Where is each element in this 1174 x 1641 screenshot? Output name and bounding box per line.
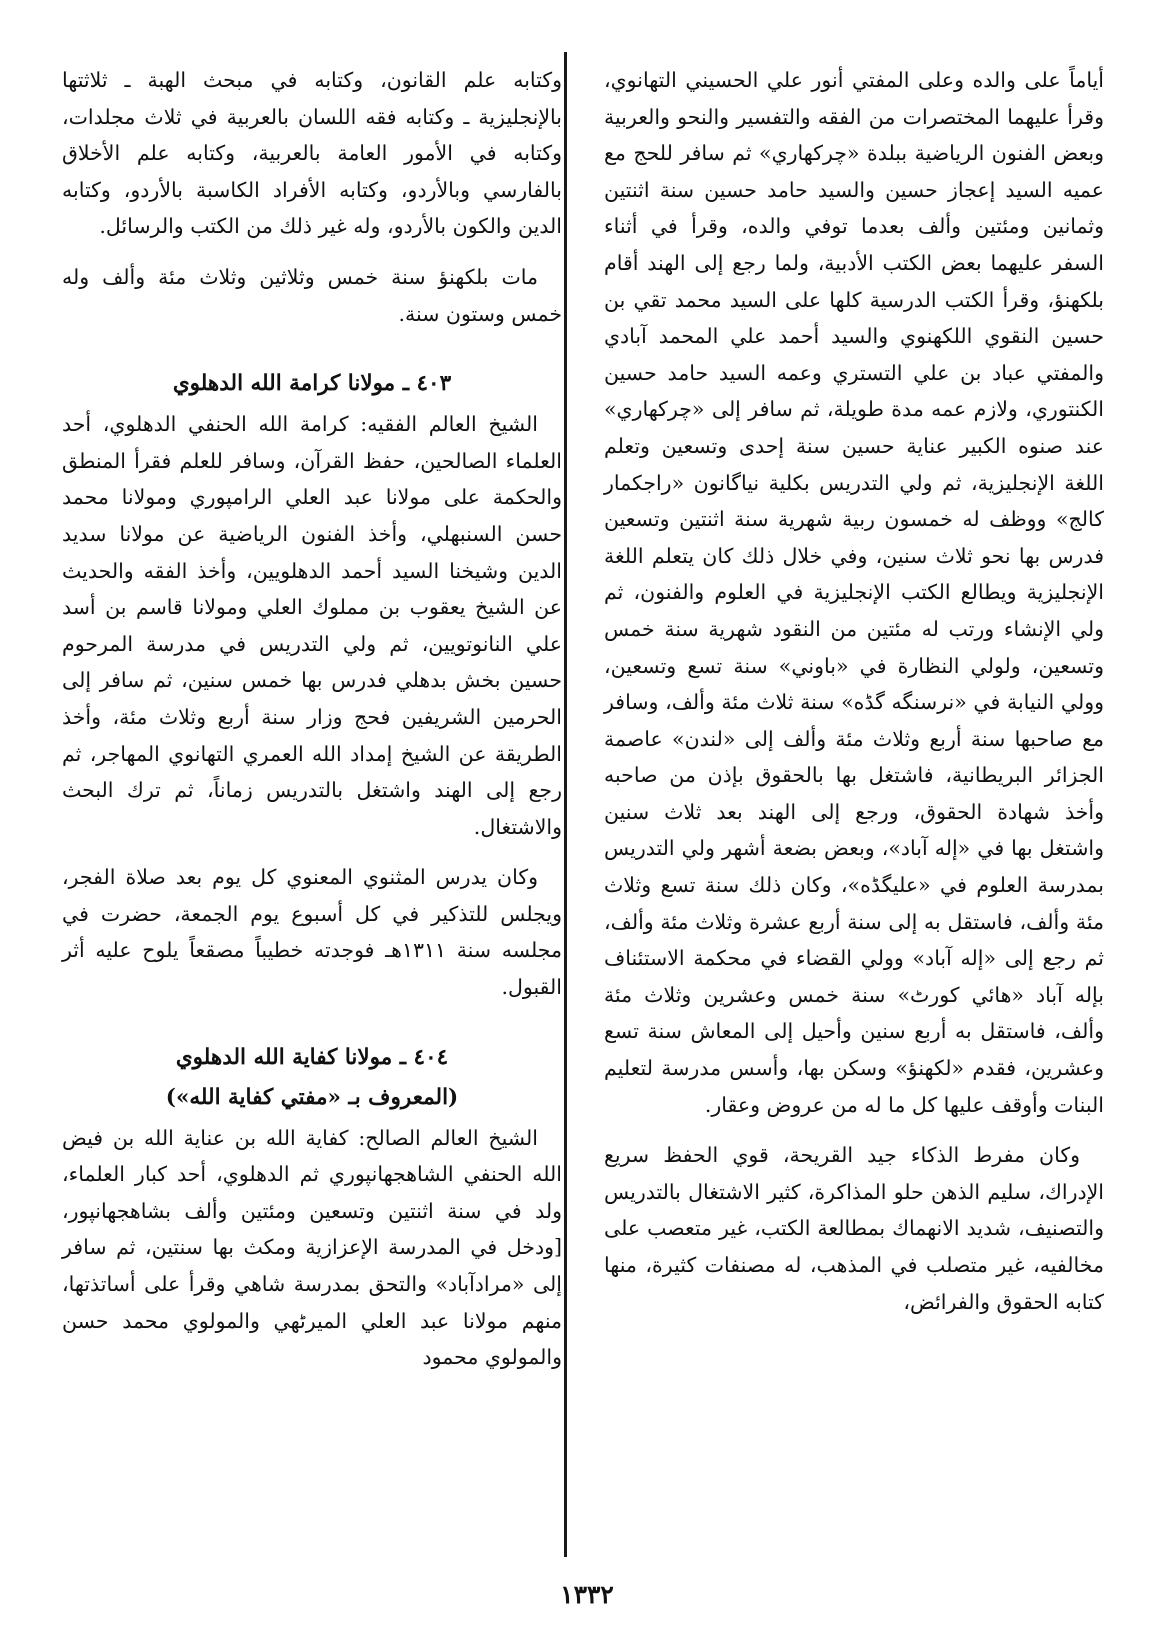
left-column <box>62 62 562 1376</box>
right-column <box>604 62 1104 1320</box>
paragraph: وكان مفرط الذكاء جيد القريحة، قوي الحفظ سريع الإدراك، سليم الذهن حلو المذاكرة، كثير الاشتغال بالتدريس والتصنيف، شديد الانهماك بمطالعة الكتب، غير متعصب على مخالفيه، غير متصلب في المذهب، له مصنفات كثيرة، منها كتابه الحقوق والفرائض، <box>604 1143 1104 1314</box>
section-heading-404: ٤٠٤ ـ مولانا كفاية الله الدهلوي <box>175 1044 449 1070</box>
section-heading-403: ٤٠٣ ـ مولانا كرامة الله الدهلوي <box>172 371 452 397</box>
paragraph: الشيخ العالم الصالح: كفاية الله بن عناية الله بن فيض الله الحنفي الشاهجهانپوري ثم الدهلوي، أحد كبار العلماء، ولد في سنة اثنتين وتسعين ومئتين وألف بشاهجهانپور، [ودخل في المدرسة الإعزازية ومكث بها سنتين، ثم سافر إلى «مرادآباد» والتحق بمدرسة شاهي وقرأ على أساتذتها، منهم مولانا عبد العلي الميرٹهي والمولوي محمد حسن والمولوي محمود <box>62 1125 562 1370</box>
section-subheading-404: (المعروف بـ «مفتي كفاية الله») <box>165 1084 459 1110</box>
paragraph: وكان يدرس المثنوي المعنوي كل يوم بعد صلاة الفجر، ويجلس للتذكير في كل أسبوع يوم الجمعة، حضرت في مجلسه سنة ١٣١١هـ فوجدته خطيباً مصقعاً يلوح عليه أثر القبول. <box>62 865 562 1000</box>
paragraph: أياماً على والده وعلى المفتي أنور علي الحسيني التهانوي، وقرأ عليهما المختصرات من الفقه والتفسير والنحو والعربية وبعض الفنون الرياضية ببلدة «چركهاري» ثم سافر للحج مع عميه السيد إعجاز حسين والسيد حامد حسين سنة اثنتين وثمانين ومئتين وألف بعدما توفي والده، وقرأ في أثناء السفر عليهما بعض الكتب الأدبية، ولما رجع إلى الهند أقام بلكهنؤ، وقرأ الكتب الدرسية كلها على السيد محمد تقي بن حسين النقوي اللكهنوي والسيد أحمد علي المحمد آبادي والمفتي عباد بن علي التستري وعمه السيد حامد حسين الكنتوري، ولازم عمه مدة طويلة، ثم سافر إلى «چركهاري» عند صنوه الكبير عناية حسين سنة إحدى وتسعين وتعلم اللغة الإنجليزية، ثم ولي التدريس بكلية نياگانون «راجكمار كالج» ووظف له خمسون ربية شهرية سنة اثنتين وتسعين فدرس بها نحو ثلاث سنين، وفي خلال ذلك كان يتعلم اللغة الإنجليزية ويطالع الكتب الإنجليزية في العلوم والفنون، ثم ولي الإنشاء ورتب له مئتين من النقود شهرية سنة خمس وتسعين، ولولي النظارة في «باوني» سنة تسع وتسعين، وولي النيابة في «نرسنگه گڈه» سنة ثلاث مئة وألف، وسافر مع صاحبها سنة أربع وثلاث مئة وألف إلى «لندن» عاصمة الجزائر البريطانية، فاشتغل بها بالحقوق بإذن من صاحبه وأخذ شهادة الحقوق، ورجع إلى الهند بعد ثلاث سنين واشتغل بها في «إله آباد»، وبعض بضعة أشهر ولي التدريس بمدرسة العلوم في «عليگڈه»، وكان ذلك سنة تسع وثلاث مئة وألف، فاستقل به إلى سنة أربع عشرة وثلاث مئة وألف، ثم رجع إلى «إله آباد» وولي القضاء في محكمة الاستئناف بإله آباد «هائي كورٹ» سنة خمس وعشرين وثلاث مئة وألف، فاستقل به أربع سنين وأحيل إلى المعاش سنة تسع وعشرين، فقدم «لكهنؤ» وسكن بها، وأسس مدرسة لتعليم البنات وأوقف عليها كل ما له من عروض وعقار. <box>604 68 1104 1117</box>
column-divider <box>564 52 567 1557</box>
paragraph: مات بلكهنؤ سنة خمس وثلاثين وثلاث مئة وألف وله خمس وستون سنة. <box>62 264 562 326</box>
paragraph: الشيخ العالم الفقيه: كرامة الله الحنفي الدهلوي، أحد العلماء الصالحين، حفظ القرآن، وسافر للعلم فقرأ المنطق والحكمة على مولانا عبد العلي الرامپوري ومولانا محمد حسن السنبهلي، وأخذ الفنون الرياضية عن مولانا سديد الدين وشيخنا السيد أحمد الدهلويين، وأخذ الفقه والحديث عن الشيخ يعقوب بن مملوك العلي ومولانا قاسم بن أسد علي النانوتويين، ثم ولي التدريس في مدرسة المرحوم حسين بخش بدهلي فدرس بها خمس سنين، ثم سافر إلى الحرمين الشريفين فحج وزار سنة أربع وثلاث مئة، وأخذ الطريقة عن الشيخ إمداد الله العمري التهانوي المهاجر، ثم رجع إلى الهند واشتغل بالتدريس زماناً، ثم ترك البحث والاشتغال. <box>62 412 562 839</box>
page-number: ١٣٣٢ <box>560 1580 614 1609</box>
paragraph: وكتابه علم القانون، وكتابه في مبحث الهبة ـ ثلاثتها بالإنجليزية ـ وكتابه فقه اللسان بالعربية في ثلاث مجلدات، وكتابه في الأمور العامة بالعربية، وكتابه علم الأخلاق بالفارسي وبالأردو، وكتابه الأفراد الكاسبة بالأردو، وكتابه الدين والكون بالأردو، وله غير ذلك من الكتب والرسائل. <box>62 68 562 239</box>
